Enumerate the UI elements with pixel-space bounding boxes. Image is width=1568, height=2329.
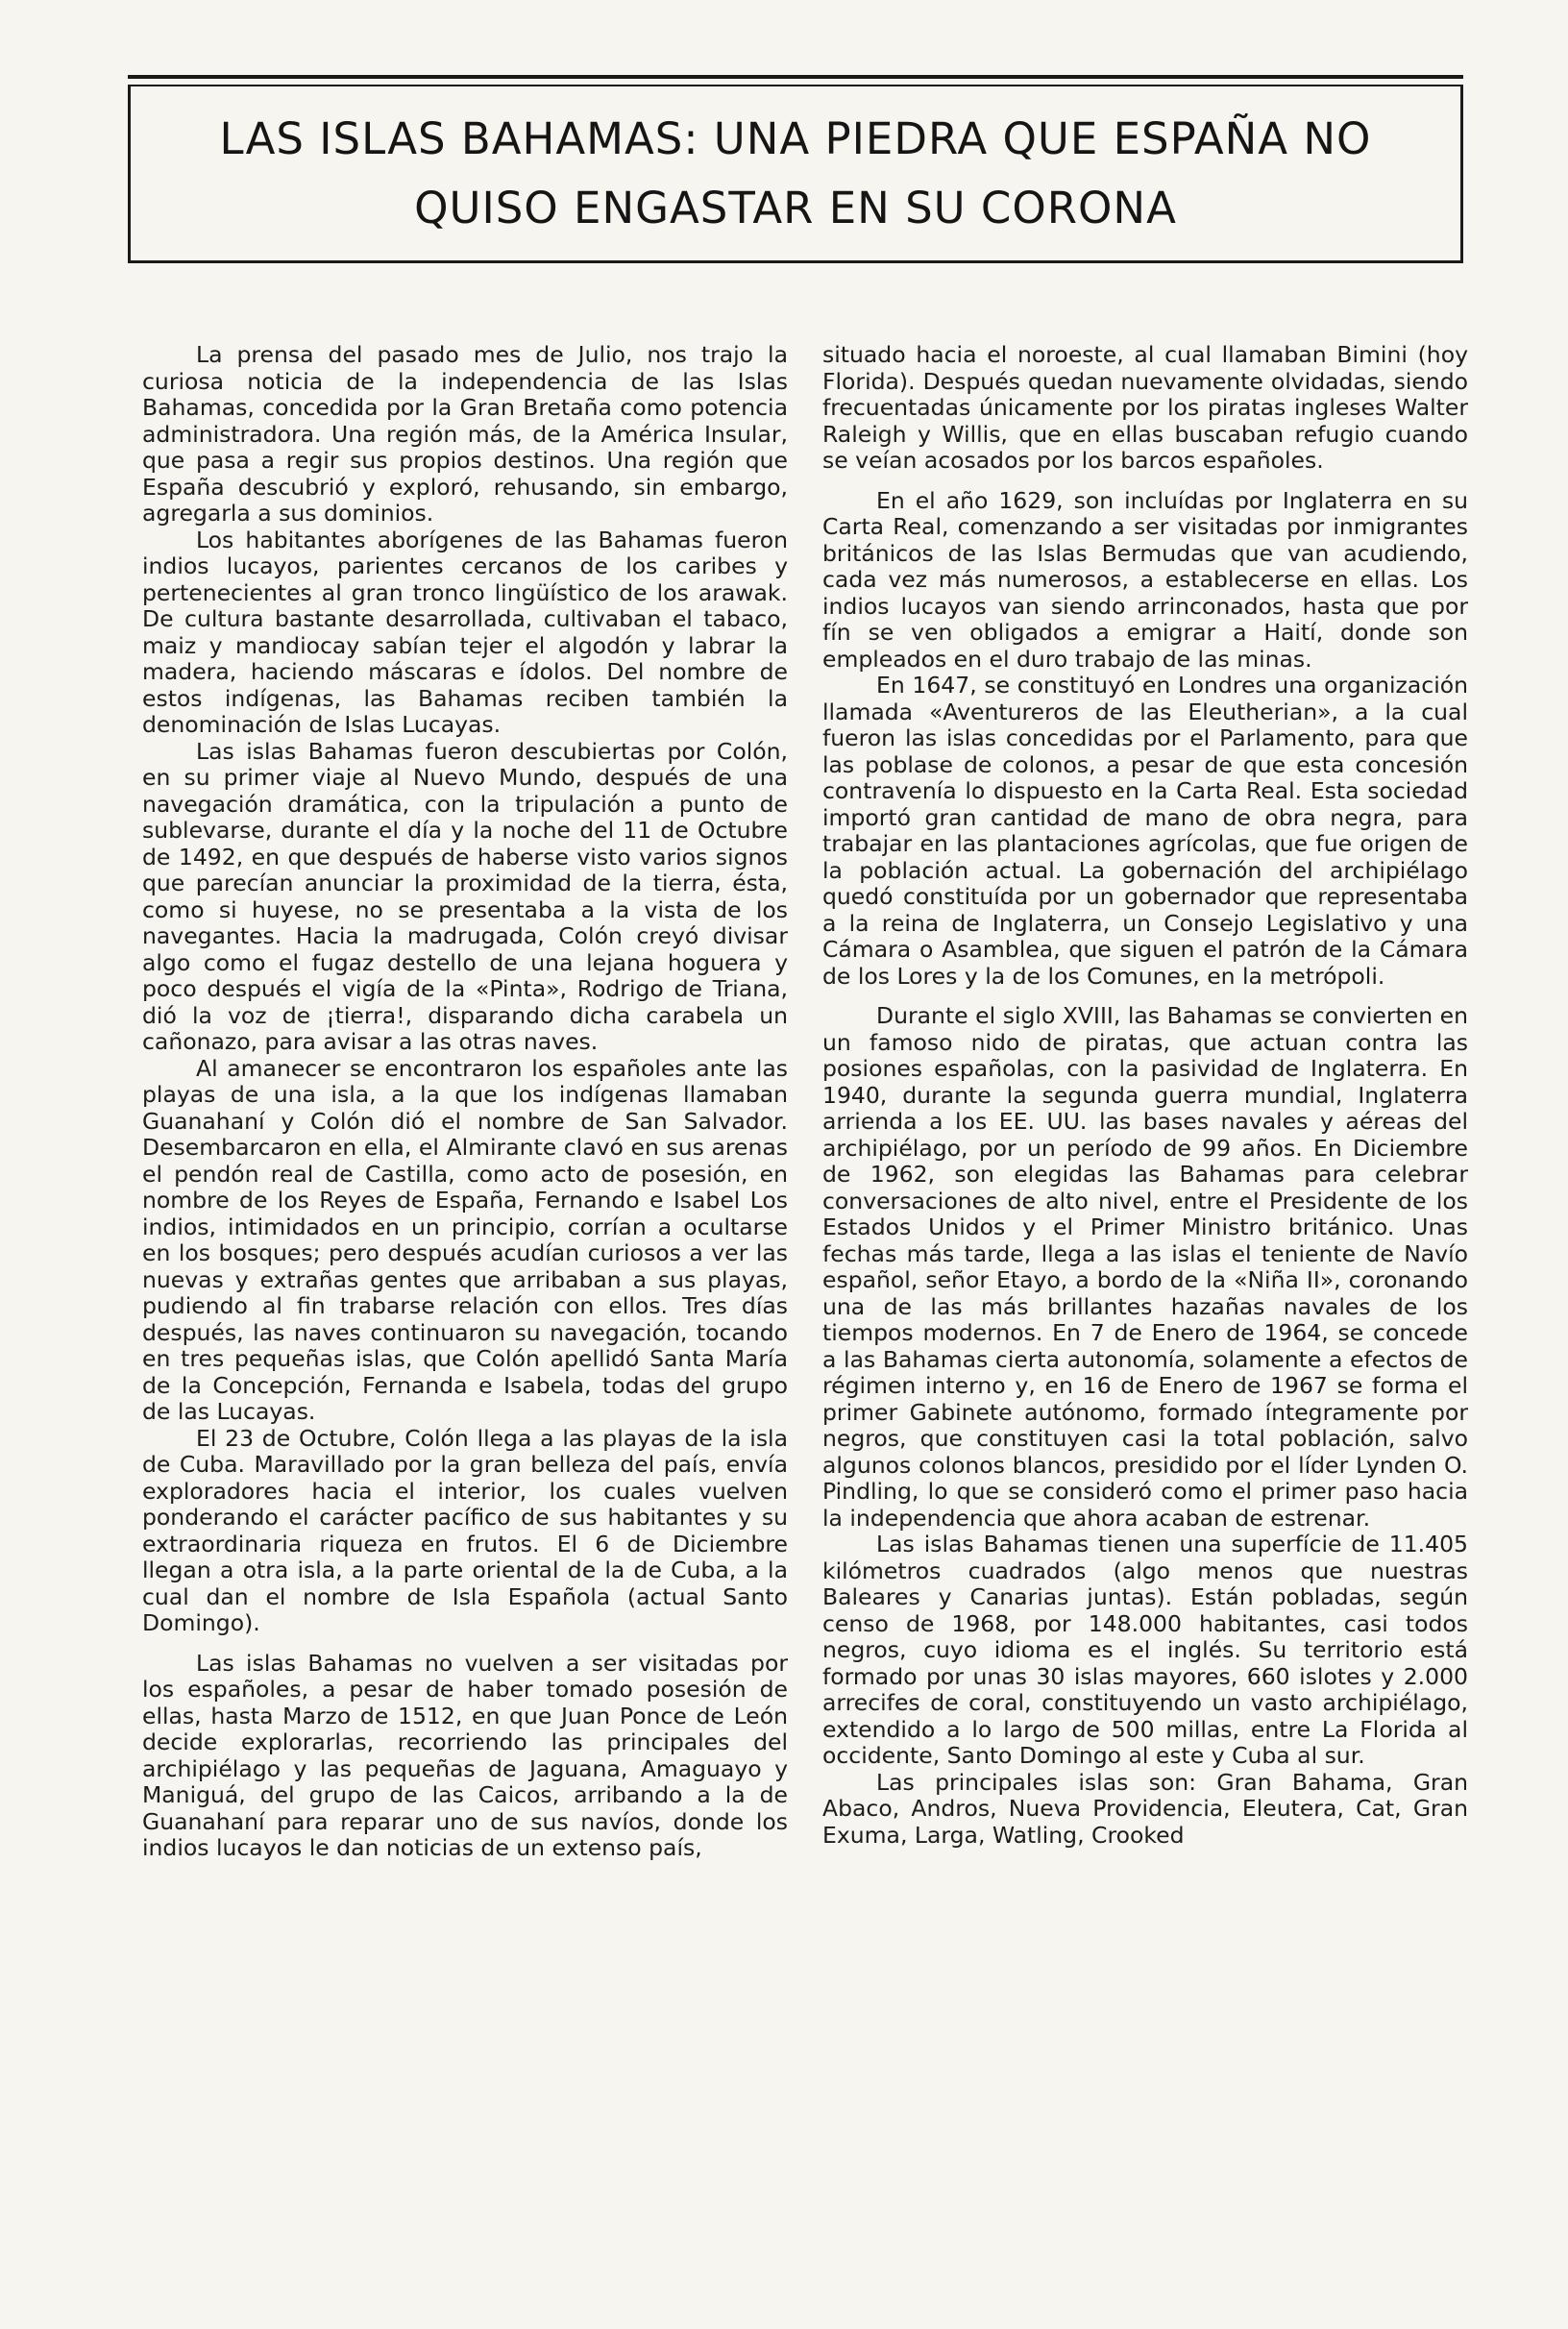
paragraph-right-2: En el año 1629, son incluídas por Inglaterra en su Carta Real, comenzando a ser visitadas por inmigrantes británicos de las Islas Bermudas que van acudiendo, cada vez más numerosos, a establecerse en ellas. Los indios lucayos van siendo arrinconados, hasta que por fín se ven obligados a emigrar a Haití, donde son empleados en el duro trabajo de las minas.: [822, 486, 1468, 673]
left-column: [142, 342, 788, 2302]
paragraph-left-4: Al amanecer se encontraron los españoles ante las playas de una isla, a la que los indígenas llamaban Guanahaní y Colón dió el nombre de San Salvador. Desembarcaron en ella, el Almirante clavó en sus arenas el pendón real de Castilla, como acto de posesión, en nombre de los Reyes de España, Fernando e Isabel Los indios, intimidados en un principio, corrían a ocultarse en los bosques; pero después acudían curiosos a ver las nuevas y extrañas gentes que arribaban a sus playas, pudiendo al fin trabarse relación con ellos. Tres días después, las naves continuaron su navegación, tocando en tres pequeñas islas, que Colón apellidó Santa María de la Concepción, Fernanda e Isabela, todas del grupo de las Lucayas.: [142, 1054, 788, 1425]
paragraph-right-6: Las principales islas son: Gran Bahama, Gran Abaco, Andros, Nueva Providencia, Eleutera, Cat, Gran Exuma, Larga, Watling, Crooked: [822, 1768, 1468, 1849]
right-column: [822, 342, 1468, 2302]
paragraph-left-2: Los habitantes aborígenes de las Bahamas fueron indios lucayos, parientes cercanos de los caribes y pertenecientes al gran tronco lingüístico de los arawak. De cultura bastante desarrollada, cultivaban el tabaco, maiz y mandiocay sabían tejer el algodón y labrar la madera, haciendo máscaras e ídolos. Del nombre de estos indígenas, las Bahamas reciben también la denominación de Islas Lucayas.: [142, 526, 788, 738]
title-box: [128, 85, 1463, 263]
paragraph-left-1: La prensa del pasado mes de Julio, nos trajo la curiosa noticia de la independencia de las Islas Bahamas, concedida por la Gran Bretaña como potencia administradora. Una región más, de la América Insular, que pasa a regir sus propios destinos. Una región que España descubrió y exploró, rehusando, sin embargo, agregarla a sus dominios.: [142, 342, 788, 527]
paragraph-right-5: Las islas Bahamas tienen una superfície de 11.405 kilómetros cuadrados (algo menos que nuestras Baleares y Canarias juntas). Están pobladas, según censo de 1968, por 148.000 habitantes, casi todos negros, cuyo idioma es el inglés. Su territorio está formado por unas 30 islas mayores, 660 islotes y 2.000 arrecifes de coral, constituyendo un vasto archipiélago, extendido a lo largo de 500 millas, entre La Florida al occidente, Santo Domingo al este y Cuba al sur.: [822, 1531, 1468, 1769]
title-line-1: LAS ISLAS BAHAMAS: UNA PIEDRA QUE ESPAÑA NO: [219, 112, 1372, 164]
paragraph-right-1: situado hacia el noroeste, al cual llamaban Bimini (hoy Florida). Después quedan nuevamente olvidadas, siendo frecuentadas únicamente por los piratas ingleses Walter Raleigh y Willis, que en ellas buscaban refugio cuando se veían acosados por los barcos españoles.: [822, 342, 1468, 474]
top-rule: [128, 75, 1463, 79]
paragraph-left-5: El 23 de Octubre, Colón llega a las playas de la isla de Cuba. Maravillado por la gran belleza del país, envía exploradores hacia el interior, los cuales vuelven ponderando el carácter pacífico de sus habitantes y su extraordinaria riqueza en frutos. El 6 de Diciembre llegan a otra isla, a la parte oriental de la de Cuba, a la cual dan el nombre de Isla Española (actual Santo Domingo).: [142, 1424, 788, 1636]
paragraph-right-3: En 1647, se constituyó en Londres una organización llamada «Aventureros de las Eleutherian», a la cual fueron las islas concedidas por el Parlamento, para que las poblase de colonos, a pesar de que esta concesión contravenía lo dispuesto en la Carta Real. Esta sociedad importó gran cantidad de mano de obra negra, para trabajar en las plantaciones agrícolas, que fue origen de la población actual. La gobernación del archipiélago quedó constituída por un gobernador que representaba a la reina de Inglaterra, un Consejo Legislativo y una Cámara o Asamblea, que siguen el patrón de la Cámara de los Lores y la de los Comunes, en la metrópoli.: [822, 672, 1468, 990]
title-line-2: QUISO ENGASTAR EN SU CORONA: [414, 182, 1177, 233]
paragraph-left-3: Las islas Bahamas fueron descubiertas por Colón, en su primer viaje al Nuevo Mundo, después de una navegación dramática, con la tripulación a punto de sublevarse, durante el día y la noche del 11 de Octubre de 1492, en que después de haberse visto varios signos que parecían anunciar la proximidad de la tierra, ésta, como si huyese, no se presentaba a la vista de los navegantes. Hacia la madrugada, Colón creyó divisar algo como el fugaz destello de una lejana hoguera y poco después el vigía de la «Pinta», Rodrigo de Triana, dió la voz de ¡tierra!, disparando dicha carabela un cañonazo, para avisar a las otras naves.: [142, 737, 788, 1055]
paragraph-right-4: Durante el siglo XVIII, las Bahamas se convierten en un famoso nido de piratas, que actuan contra las posiones españolas, con la pasividad de Inglaterra. En 1940, durante la segunda guerra mundial, Inglaterra arrienda a los EE. UU. las bases navales y aéreas del archipiélago, por un período de 99 años. En Diciembre de 1962, son elegidas las Bahamas para celebrar conversaciones de alto nivel, entre el Presidente de los Estados Unidos y el Primer Ministro británico. Unas fechas más tarde, llega a las islas el teniente de Navío español, señor Etayo, a bordo de la «Niña II», coronando una de las más brillantes hazañas navales de los tiempos modernos. En 7 de Enero de 1964, se concede a las Bahamas cierta autonomía, solamente a efectos de régimen interno y, en 16 de Enero de 1967 se forma el primer Gabinete autónomo, formado íntegramente por negros, que constituyen casi la total población, salvo algunos colonos blancos, presidido por el líder Lynden O. Pindling, lo que se consideró como el primer paso hacia la independencia que ahora acaban de estrenar.: [822, 1002, 1468, 1532]
paragraph-left-6: Las islas Bahamas no vuelven a ser visitadas por los españoles, a pesar de haber tomado posesión de ellas, hasta Marzo de 1512, en que Juan Ponce de León decide explorarlas, recorriendo las principales del archipiélago y las pequeñas de Jaguana, Amaguayo y Maniguá, del grupo de las Caicos, arribando a la de Guanahaní para reparar uno de sus navíos, donde los indios lucayos le dan noticias de un extenso país,: [142, 1649, 788, 1861]
